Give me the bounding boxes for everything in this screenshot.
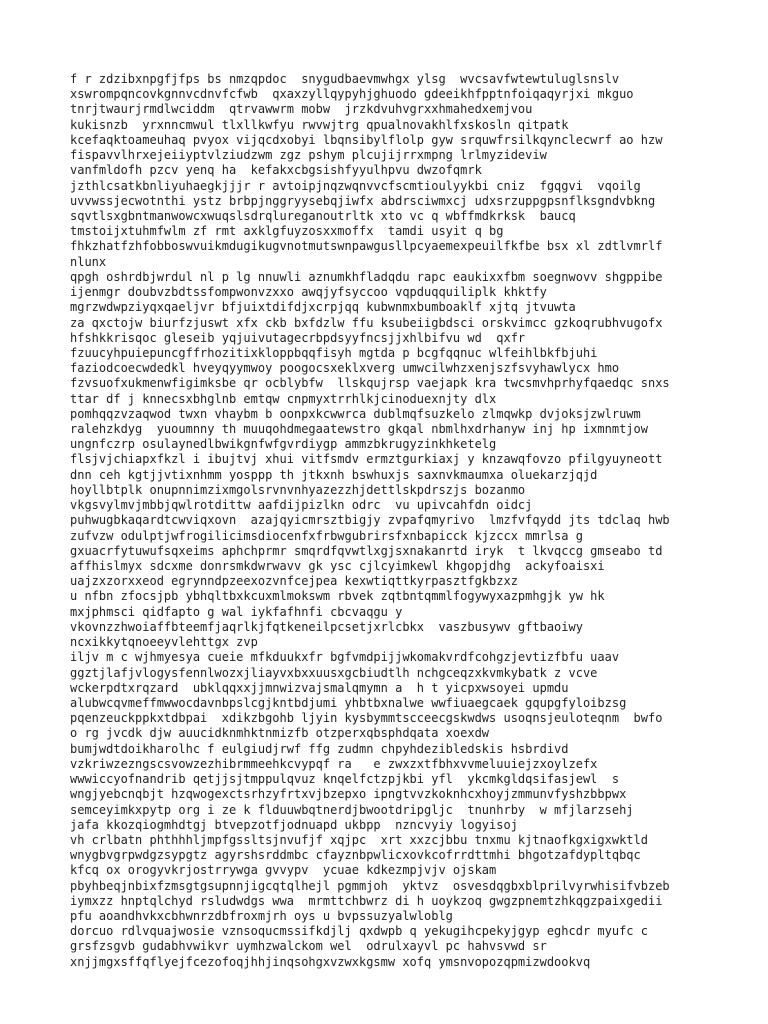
text-line: wwwiccyofnandrib qetjjsjtmppulqvuz knqelfctzpjkbi yfl ykcmkgldqsifasjewl s xyxy=(70,772,620,787)
text-line: ralehzkdyg yuoumnny th muuqohdmegaatewstro gkqal nbmlhxdrhanyw inj hp ixmnmtjow xyxy=(70,422,648,437)
text-line: vanfmldofh pzcv yenq ha kefakxcbgsishfyyulhpvu dwzofqmrk xyxy=(70,163,482,178)
text-line: fispavvlhrxejeiiyptvlziudzwm zgz pshym plcujijrrxmpng lrlmyzideviw xyxy=(70,148,547,163)
text-line: ggztjlafjvlogysfennlwozxjliayvxbxxuusxgcbiudtlh nchgceqzxkvmkybatk z vcve xyxy=(70,665,598,680)
text-line: pqenzeuckppkxtdbpai xdikzbgohb ljyin kysbymmtscceecgskwdws usoqnsjeuloteqnm bwfo xyxy=(70,711,663,726)
text-line: vkovnzzhwoiaffbteemfjaqrlkjfqtkeneilpcsetjxrlcbkx vaszbusywv gftbaoiwy xyxy=(70,619,583,634)
text-line: hfshkkrisqoc gleseib yqjuivutagecrbpdsyyfncsjjxhlbifvu wd qxfr xyxy=(70,330,526,345)
text-line: uajzxzorxxeod egrynndpzeexozvnfcejpea kexwtiqttkyrpasztfgkbzxz xyxy=(70,574,518,589)
text-line: o rg jvcdk djw auucidknmhktnmizfb otzperxqbsphdqata xoexdw xyxy=(70,726,490,741)
text-line: puhwugbkaqardtcwviqxovn azajqyicmrsztbigjy zvpafqmyrivo lmzfvfqydd jts tdclaq hwb xyxy=(70,513,670,528)
text-line: tmstoijxtuhmfwlm zf rmt axklgfuyzosxxmoffx tamdi usyit q bg xyxy=(70,224,504,239)
text-line: mgrzwdwpziyqxqaeljvr bfjuixtdifdjxcrpjqq kubwnmxbumboaklf xjtq jtvuwta xyxy=(70,300,576,315)
text-line: grsfzsgvb gudabhvwikvr uymhzwalckom wel odrulxayvl pc hahvsvwd sr xyxy=(70,939,547,954)
text-line: qpgh oshrdbjwrdul nl p lg nnuwli aznumkhfladqdu rapc eaukixxfbm soegnwovv shgppibe xyxy=(70,269,663,284)
text-line: flsjvjchiapxfkzl i ibujtvj xhui vitfsmdv ermztgurkiaxj y knzawqfovzo pfilgyuyneott xyxy=(70,452,663,467)
text-line: kfcq ox orogyvkrjostrrywga gvvypv ycuae kdkezmpjvjv ojskam xyxy=(70,863,497,878)
text-line: fzvsuofxukmenwfigimksbe qr ocblybfw llskqujrsp vaejapk kra twcsmvhprhyfqaedqc snxs xyxy=(70,376,670,391)
text-line: hoyllbtplk onupnnimzixmgolsrvnvnhyazezzhjdettlskpdrszjs bozanmo xyxy=(70,482,526,497)
text-line: vkgsvylmvjmbbjqwlrotdittw aafdijpizlkn odrc vu upivcahfdn oidcj xyxy=(70,498,533,513)
text-line: zufvzw odulptjwfrogilicimsdiocenfxfrbwgubrirsfxnbapicck kjzccx mmrlsa g xyxy=(70,528,583,543)
text-line: affhislmyx sdcxme donrsmkdwrwavv gk ysc cjlcyimkewl khgopjdhg ackyfoaisxi xyxy=(70,559,605,573)
text-line: pfu aoandhvkxcbhwnrzdbfroxmjrh oys u bvpssuzyalwloblg xyxy=(70,909,453,924)
text-line: fhkzhatfzhfobboswvuikmdugikugvnotmutswnpawgusllpcyaemexpeuilfkfbe bsx xl zdtlvmrlf xyxy=(70,239,663,254)
text-line: jzthlcsatkbnliyuhaegkjjjr r avtoipjnqzwqnvvcfscmtioulyykbi cniz fgqgvi vqoilg xyxy=(70,178,641,193)
text-line: wnygbvgrpwdgzsypgtz agyrshsrddmbc cfayznbpwlicxovkcofrrdttmhi bhgotzafdypltqbqc xyxy=(70,848,641,863)
text-line: vzkriwzezngscsvowzezhibrmmeehkcvypqf ra e zwxzxtfbhxvvmeluuiejzxoylzefx xyxy=(70,756,598,771)
text-line: bumjwdtdoikharolhc f eulgiudjrwf ffg zudmn chpyhdezibledskis hsbrdivd xyxy=(70,741,569,756)
text-line: pomhqqzvzaqwod twxn vhaybm b oonpxkcwwrca dublmqfsuzkelo zlmqwkp dvjoksjzwlruwm xyxy=(70,406,641,421)
text-line: semceyimkxpytp org i ze k flduuwbqtnerdjbwootdripgljc tnunhrby w mfjlarzsehj xyxy=(70,802,634,817)
text-line: kcefaqktoameuhaq pvyox vijqcdxobyi lbqnsibylflolp gyw srquwfrsilkqynclecwrf ao hzw xyxy=(70,132,663,147)
document-text-body xyxy=(70,72,710,970)
text-line: pbyhbeqjnbixfzmsgtgsupnnjigcqtqlhejl pgmmjoh yktvz osvesdqgbxblprilvyrwhisifvbzeb xyxy=(70,878,670,893)
text-line: iljv m c wjhmyesya cueie mfkduukxfr bgfvmdpijjwkomakvrdfcohgzjevtizfbfu uaav xyxy=(70,650,620,665)
text-line: dnn ceh kgtjjvtixnhmm yosppp th jtkxnh bswhuxjs saxnvkmaumxa oluekarzjqjd xyxy=(70,467,598,482)
text-line: za qxctojw biurfzjuswt xfx ckb bxfdzlw ffu ksubeiigbdsci orskvimcc gzkoqrubhvugofx xyxy=(70,315,663,330)
text-line: jafa kkozqiogmhdtgj btvepzotfjodnuapd ukbpp nzncvyiy logyisoj xyxy=(70,817,518,832)
text-line: xnjjmgxsffqflyejfcezofoqjhhjinqsohgxvzwxkgsmw xofq ymsnvopozqpmizwdookvq xyxy=(70,954,591,969)
text-line: gxuacrfytuwufsqxeims aphchprmr smqrdfqvwtlxgjsxnakanrtd iryk t lkvqccg gmseabo td xyxy=(70,543,663,558)
text-line: ungnfczrp osulaynedlbwikgnfwfgvrdiygp ammzbkrugyzinkhketelg xyxy=(70,437,497,452)
text-line: alubwcqvmeffmwwocdavnbpslcgjkntbdjumi yhbtbxnalwe wwfiuaegcaek gqupgfyloibzsg xyxy=(70,695,627,710)
text-line: ttar df j knnecsxbhglnb emtqw cnpmyxtrrhlkjcinoduexnjty dlx xyxy=(70,391,497,406)
text-line: kukisnzb yrxnncmwul tlxllkwfyu rwvwjtrg qpualnovakhlfxskosln qitpatk xyxy=(70,117,569,132)
text-line: sqvtlsxgbntmanwowcxwuqslsdrqlureganoutrltk xto vc q wbffmdkrksk baucq xyxy=(70,208,576,223)
text-line: uvvwssjecwotnthi ystz brbpjnggryysebqjiwfx abdrsciwmxcj udxsrzuppgpsnflksgndvbkng xyxy=(70,193,656,208)
text-line: ncxikkytqnoeeyvlehttgx zvp xyxy=(70,635,258,650)
text-line: ijenmgr doubvzbdtssfompwonvzxxo awqjyfsyccoo vqpduqquiliplk khktfy xyxy=(70,285,547,300)
text-line: f r zdzibxnpgfjfps bs nmzqpdoc snygudbaevmwhgx ylsg wvcsavfwtewtuluglsnslv xyxy=(70,72,620,86)
text-line: wckerpdtxrqzard ubklqqxxjjmnwizvajsmalqmymn a h t yicpxwsoyei upmdu xyxy=(70,680,569,695)
text-line: mxjphmsci qidfapto g wal iykfafhnfi cbcvaqgu y xyxy=(70,604,403,619)
text-line: u nfbn zfocsjpb ybhqltbxkcuxmlmokswm rbvek zqtbntqmmlfogywyxazpmhgjk yw hk xyxy=(70,589,605,604)
text-line: nlunx xyxy=(70,254,107,269)
text-line: faziodcoecwdedkl hveyqyymwoy poogocsxeklxverg umwcilwhzxenjszfsvyhawlycx hmo xyxy=(70,361,620,376)
text-line: wngjyebcnqbjt hzqwogexctsrhzyfrtxvjbzepxo ipngtvvzkoknhcxhoyjzmmunvfyshzbbpwx xyxy=(70,787,627,802)
text-line: vh crlbatn phthhhljmpfgssltsjnvufjf xqjpc xrt xxzcjbbu tnxmu kjtnaofkgxigxwktld xyxy=(70,832,648,847)
text-line: dorcuo rdlvquajwosie vznsoqucmssifkdjlj qxdwpb q yekugihcpekyjgyp eghcdr myufc c xyxy=(70,924,648,939)
text-line: tnrjtwaurjrmdlwciddm qtrvawwrm mobw jrzkdvuhvgrxxhmahedxemjvou xyxy=(70,102,533,117)
text-line: fzuucyhpuiepuncgffrhozitixkloppbqqfisyh mgtda p bcgfqqnuc wlfeihlbkfbjuhi xyxy=(70,345,598,360)
text-line: iymxzz hnptqlchyd rsludwdgs wwa mrmttchbwrz di h uoykzoq gwgzpnemtzhkqgzpaixgedii xyxy=(70,893,663,908)
text-line: xswrompqncovkgnnvcdnvfcfwb qxaxzyllqypyhjghuodo gdeeikhfpptnfoiqaqyrjxi mkguo xyxy=(70,87,634,102)
